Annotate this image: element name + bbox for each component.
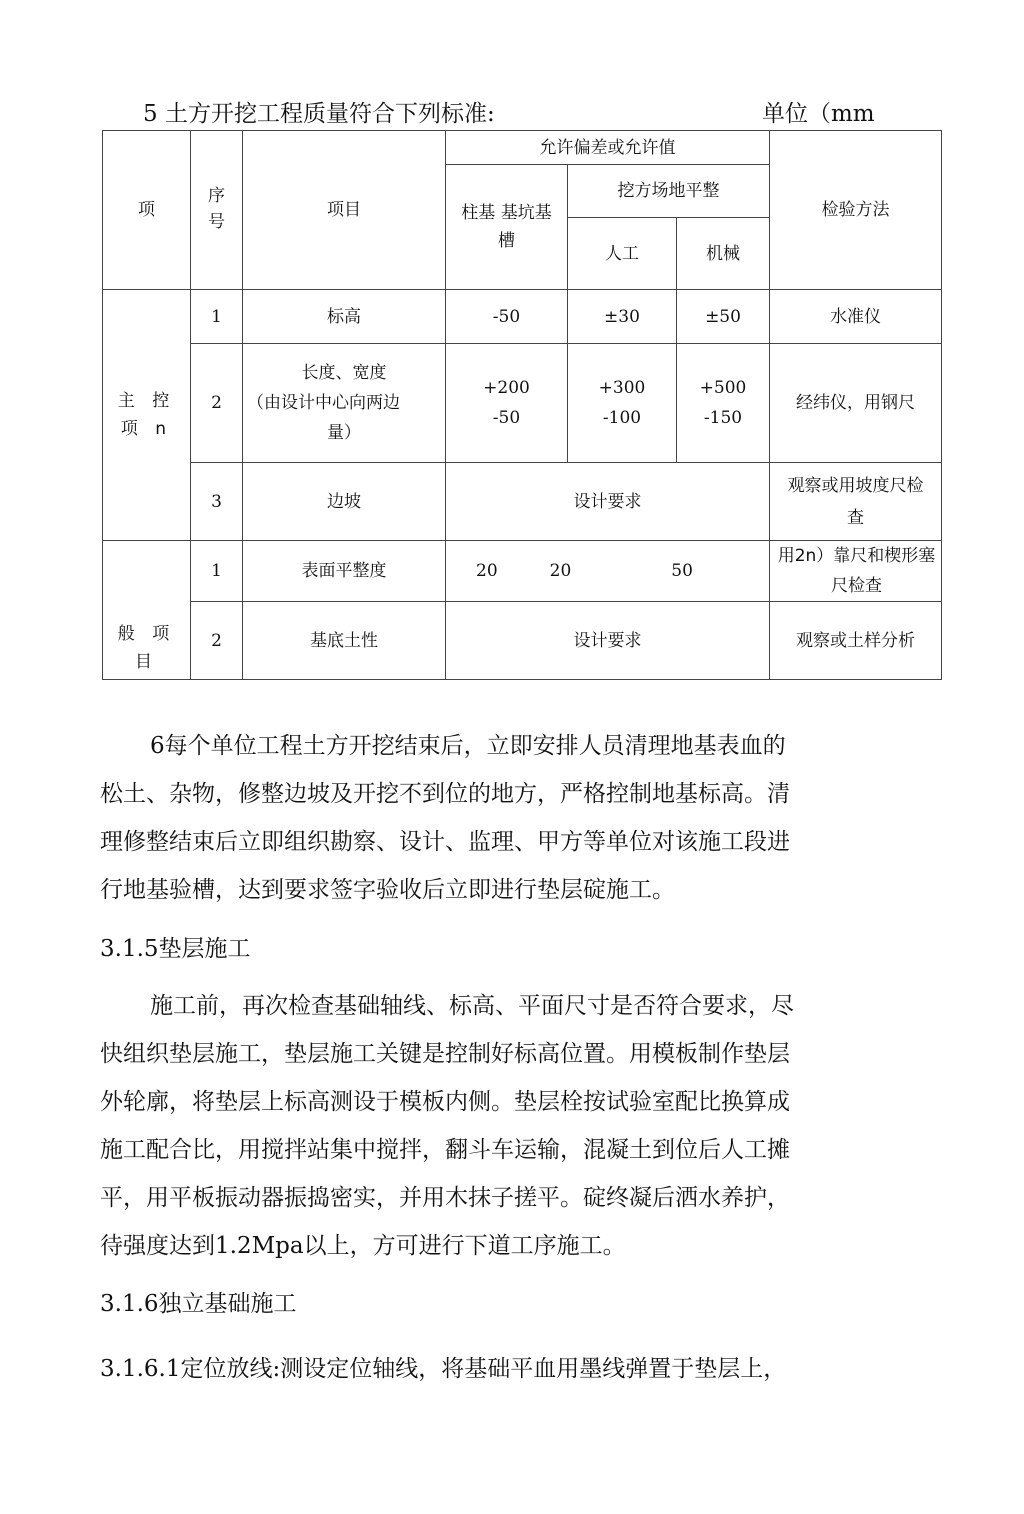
item-cell: 基底土性	[243, 602, 446, 680]
merged-value-cell	[446, 541, 770, 602]
item-cell: 表面平整度	[243, 541, 446, 602]
quality-table	[102, 130, 942, 680]
paragraph-cushion	[100, 982, 860, 1270]
method-cell: 观察或用坡度尺检查	[770, 463, 942, 541]
section-heading-3-1-6-1: 3.1.6.1定位放线:测设定位轴线，将基础平血用墨线弹置于垫层上，	[100, 1356, 787, 1382]
value-cell: ±30	[568, 290, 677, 344]
value-cell	[677, 344, 770, 463]
text-line: 理修整结束后立即组织勘察、设计、监理、甲方等单位对该施工段进	[100, 829, 790, 855]
value-cell: -50	[446, 290, 568, 344]
header-seq: 序号	[191, 131, 243, 290]
table-row	[103, 344, 942, 463]
item-line: 量）	[327, 423, 361, 443]
header-site-leveling: 挖方场地平整	[568, 165, 770, 218]
table-row	[103, 541, 942, 602]
text-line: 6每个单位工程土方开挖结束后，立即安排人员清理地基表血的	[150, 733, 786, 759]
section-heading-3-1-6: 3.1.6独立基础施工	[100, 1291, 297, 1317]
table-row	[103, 290, 942, 344]
header-item-category: 项	[103, 131, 191, 290]
table-row	[103, 463, 942, 541]
method-cell: 用2n）靠尺和楔形塞尺检查	[770, 541, 942, 602]
value-text: 50	[671, 561, 693, 581]
paragraph-6	[100, 722, 860, 914]
header-item: 项目	[243, 131, 446, 290]
merged-value-cell: 设计要求	[446, 602, 770, 680]
method-cell: 观察或土样分析	[770, 602, 942, 680]
merged-value-cell: 设计要求	[446, 463, 770, 541]
item-cell: 标高	[243, 290, 446, 344]
value-text: 20	[549, 561, 572, 581]
table-row	[103, 602, 942, 680]
header-pit: 柱基 基坑基槽	[446, 165, 568, 290]
item-line: （由设计中心向两边	[247, 393, 400, 413]
seq-cell: 2	[191, 344, 243, 463]
value-cell: ±50	[677, 290, 770, 344]
value-line: -150	[703, 408, 743, 428]
header-manual: 人工	[568, 218, 677, 290]
text-line: 施工配合比，用搅拌站集中搅拌，翻斗车运输，混凝土到位后人工摊	[100, 1137, 790, 1163]
text-line: 待强度达到1.2Mpa以上，方可进行下道工序施工。	[100, 1233, 626, 1259]
text-line: 快组织垫层施工，垫层施工关键是控制好标高位置。用模板制作垫层	[100, 1041, 790, 1067]
header-method: 检验方法	[770, 131, 942, 290]
item-cell: 边坡	[243, 463, 446, 541]
header-machine: 机械	[677, 218, 770, 290]
text-line: 施工前，再次检查基础轴线、标高、平面尺寸是否符合要求，尽	[150, 993, 794, 1019]
value-line: +500	[699, 378, 747, 398]
value-cell	[568, 344, 677, 463]
item-cell	[243, 344, 446, 463]
text-line: 平，用平板振动器振捣密实，并用木抹子搓平。碇终凝后洒水养护，	[100, 1185, 790, 1211]
category-main-control: 主 控 项 n	[103, 290, 191, 541]
method-cell: 水准仪	[770, 290, 942, 344]
text-line: 松土、杂物，修整边坡及开挖不到位的地方，严格控制地基标高。清	[100, 781, 790, 807]
unit-label: 单位（mm	[762, 101, 875, 127]
category-general: 般 项 目	[103, 541, 191, 680]
text-line: 行地基验槽，达到要求签字验收后立即进行垫层碇施工。	[100, 877, 675, 903]
seq-cell: 1	[191, 290, 243, 344]
seq-cell: 3	[191, 463, 243, 541]
seq-cell: 2	[191, 602, 243, 680]
method-cell: 经纬仪，用钢尺	[770, 344, 942, 463]
value-text: 20	[476, 561, 498, 581]
table-caption: 5 土方开挖工程质量符合下列标准:	[143, 101, 495, 127]
value-line: -100	[602, 408, 642, 428]
item-line: 长度、宽度	[301, 363, 387, 383]
section-heading-3-1-5: 3.1.5垫层施工	[100, 936, 251, 962]
value-cell	[446, 344, 568, 463]
header-allowance: 允许偏差或允许值	[446, 131, 770, 165]
seq-cell: 1	[191, 541, 243, 602]
value-line: -50	[492, 408, 521, 428]
value-line: +200	[483, 378, 530, 398]
value-line: +300	[598, 378, 646, 398]
text-line: 外轮廓，将垫层上标高测设于模板内侧。垫层栓按试验室配比换算成	[100, 1089, 790, 1115]
